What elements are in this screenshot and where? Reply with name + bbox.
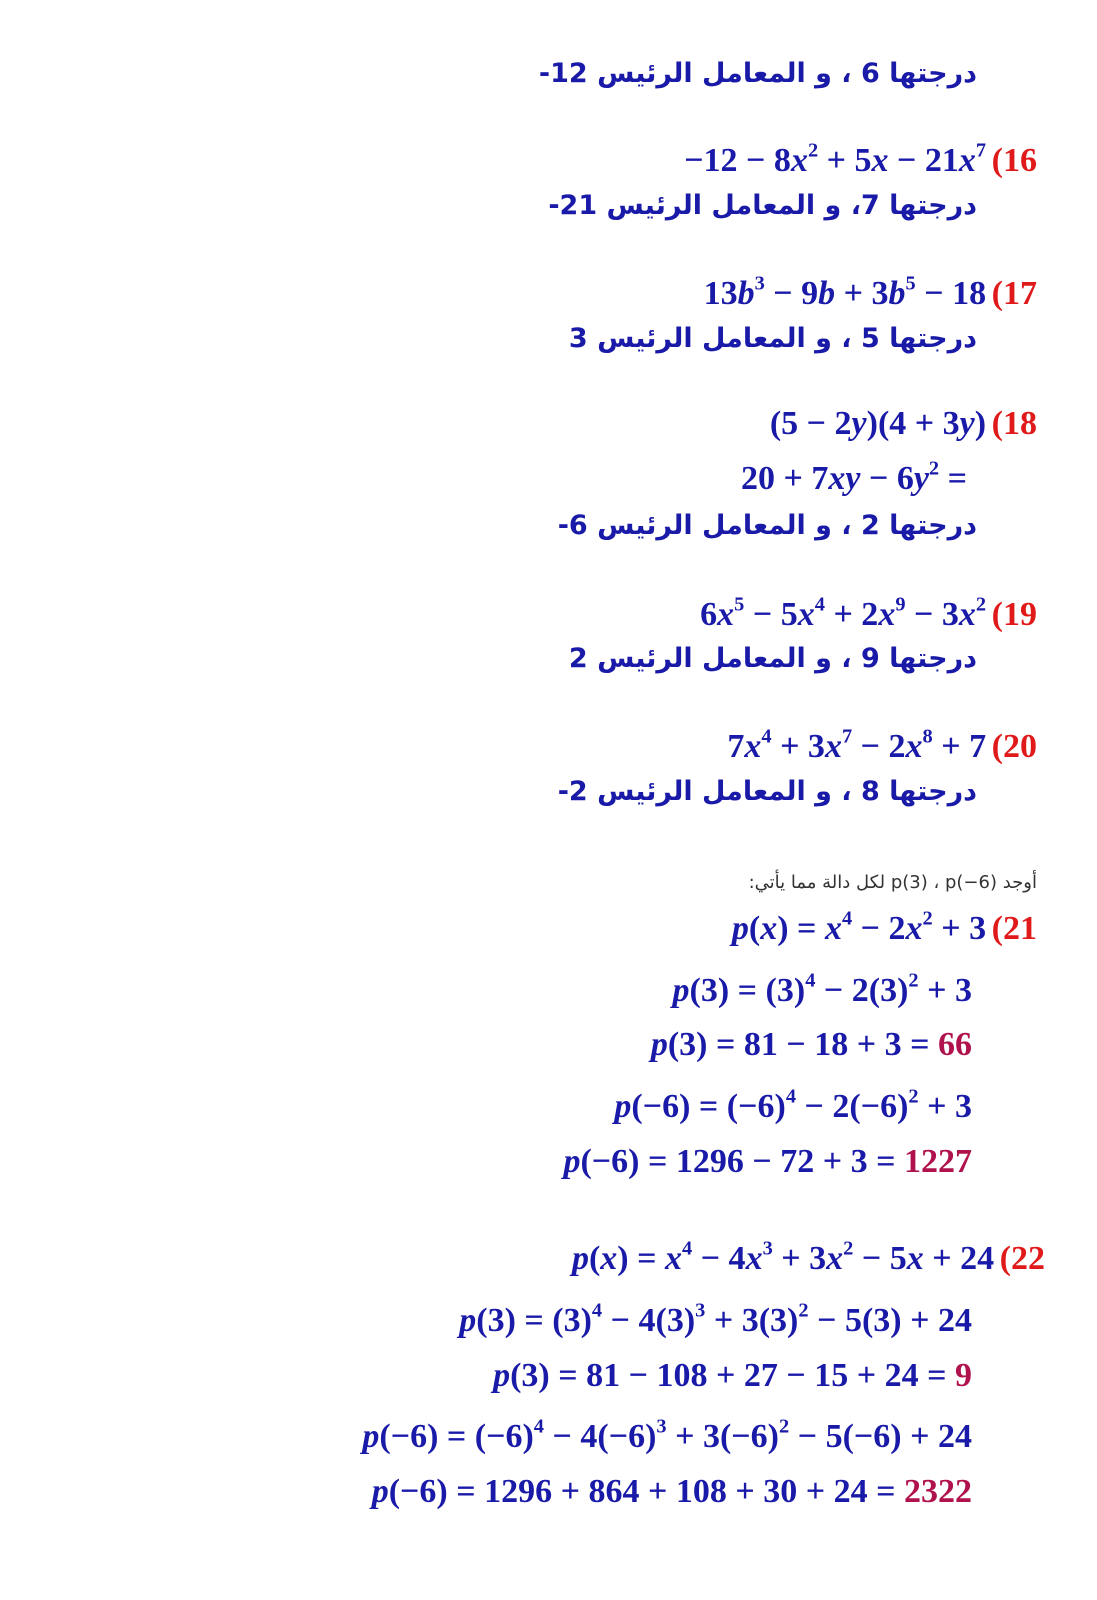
problem-number-17: (17 xyxy=(991,275,1037,312)
problem-20-expression: $7x^4 + 3x^7 - 2x^8 + 7$ (20 xyxy=(727,725,1037,765)
problem-21-p3-result: p(3) = 81 − 18 + 3 = 66 xyxy=(650,1026,972,1063)
problem-number-19: (19 xyxy=(991,596,1037,633)
problem-number-18: (18 xyxy=(991,405,1037,442)
p22-m6-value: 2322 xyxy=(904,1473,972,1510)
degree-line-20: درجتها 8 ، و المعامل الرئيس 2- xyxy=(557,776,977,807)
problem-22-pm6-result: p(−6) = 1296 + 864 + 108 + 30 + 24 = 2322 xyxy=(371,1473,972,1510)
degree-line-18: درجتها 2 ، و المعامل الرئيس 6- xyxy=(557,510,977,541)
instruction-text: أوجد p(3) ، p(−6) لكل دالة مما يأتي: xyxy=(748,872,1037,893)
p21-3-value: 66 xyxy=(938,1026,972,1063)
degree-line-15: درجتها 6 ، و المعامل الرئيس 12- xyxy=(538,58,977,89)
problem-18-expansion: $20 + 7xy - 6y^2$ = xyxy=(740,457,967,497)
problem-16-expression: $-12 - 8x^2 + 5x - 21x^7$ (16 xyxy=(684,139,1037,179)
problem-18-expression: (5 − 2y)(4 + 3y) (18 xyxy=(769,405,1037,442)
p21-m6-value: 1227 xyxy=(904,1143,972,1180)
problem-22-p3-substitution: $p(3) = (3)^4 - 4(3)^3 + 3(3)^2 - 5(3) + 24$ xyxy=(459,1299,972,1339)
problem-22-function: $p(x) = x^4 - 4x^3 + 3x^2 - 5x + 24$ (22 xyxy=(571,1237,1045,1277)
problem-21-function: $p(x) = x^4 - 2x^2 + 3$ (21 xyxy=(731,907,1037,947)
problem-number-22: (22 xyxy=(999,1240,1045,1277)
problem-22-pm6-substitution: $p(-6) = (-6)^4 - 4(-6)^3 + 3(-6)^2 - 5(-6) + 24$ xyxy=(362,1415,972,1455)
problem-number-16: (16 xyxy=(991,142,1037,179)
problem-21-pm6-substitution: $p(-6) = (-6)^4 - 2(-6)^2 + 3$ xyxy=(614,1085,972,1125)
problem-21-p3-substitution: $p(3) = (3)^4 - 2(3)^2 + 3$ xyxy=(672,969,972,1009)
problem-number-20: (20 xyxy=(991,728,1037,765)
degree-line-16: درجتها 7، و المعامل الرئيس 21- xyxy=(548,190,977,221)
degree-line-17: درجتها 5 ، و المعامل الرئيس 3 xyxy=(568,323,977,354)
p22-3-value: 9 xyxy=(955,1357,972,1394)
problem-21-pm6-result: p(−6) = 1296 − 72 + 3 = 1227 xyxy=(563,1143,972,1180)
problem-22-p3-result: p(3) = 81 − 108 + 27 − 15 + 24 = 9 xyxy=(493,1357,972,1394)
degree-line-19: درجتها 9 ، و المعامل الرئيس 2 xyxy=(568,643,977,674)
problem-19-expression: $6x^5 - 5x^4 + 2x^9 - 3x^2$ (19 xyxy=(700,593,1037,633)
problem-17-expression: $13b^3 - 9b + 3b^5 - 18$ (17 xyxy=(703,272,1037,312)
problem-number-21: (21 xyxy=(991,910,1037,947)
